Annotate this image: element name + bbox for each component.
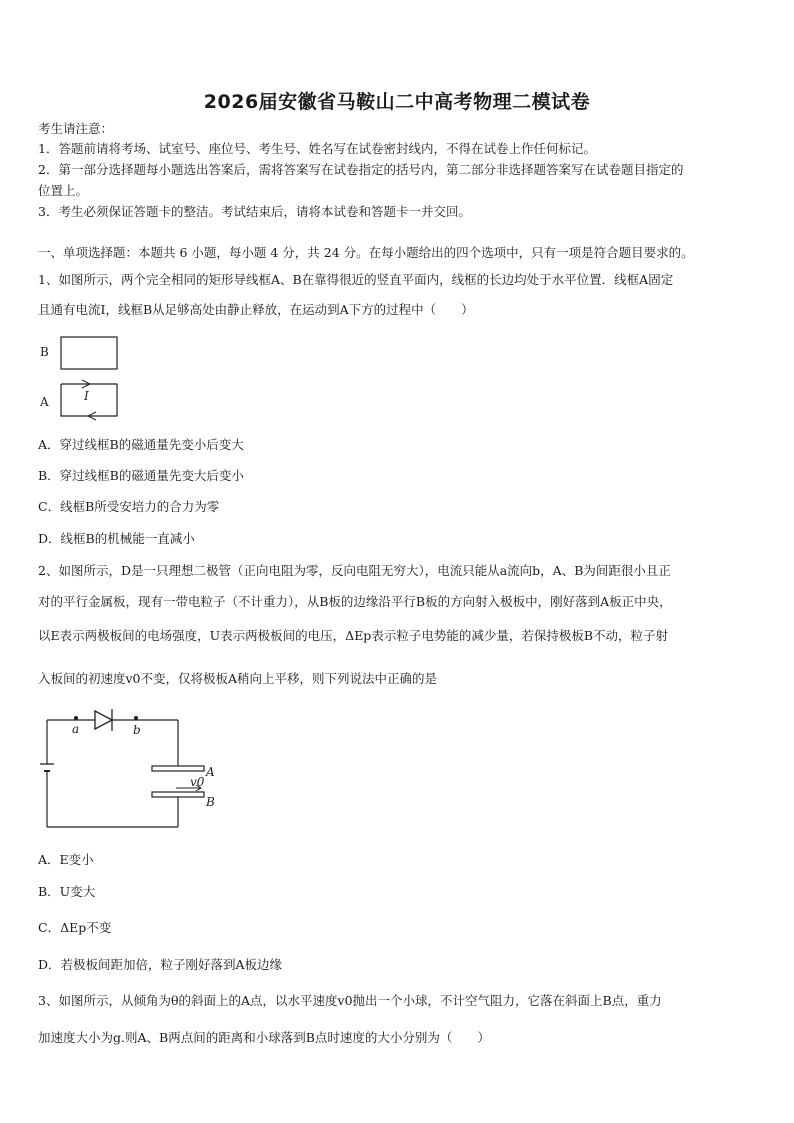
frame-a-rect bbox=[61, 384, 117, 416]
q2-stem-line: 入板间的初速度v0不变，仅将极板A稍向上平移，则下列说法中正确的是 bbox=[38, 671, 438, 686]
plate-b bbox=[152, 792, 204, 797]
plate-a-label: A bbox=[206, 765, 215, 779]
q1-label-b: B bbox=[40, 345, 49, 359]
q1-current-label: I bbox=[84, 389, 89, 403]
notice-item: 3．考生必须保证答题卡的整洁。考试结束后，请将本试卷和答题卡一并交回。 bbox=[38, 204, 471, 219]
q2-circuit-figure bbox=[40, 702, 225, 832]
notice-item: 1．答题前请将考场、试室号、座位号、考生号、姓名写在试卷密封线内，不得在试卷上作任何标记。 bbox=[38, 141, 596, 156]
q2-option-c: C．ΔEp不变 bbox=[38, 920, 112, 935]
q3-stem-line: 加速度大小为g.则A、B两点间的距离和小球落到B点时速度的大小分别为（ ） bbox=[38, 1030, 490, 1045]
node-b-dot bbox=[134, 716, 138, 720]
q2-option-d: D．若极板间距加倍，粒子刚好落到A板边缘 bbox=[38, 957, 283, 972]
velocity-label: v0 bbox=[190, 775, 205, 789]
notice-item: 2．第一部分选择题每小题选出答案后，需将答案写在试卷指定的括号内，第二部分非选择题答案写在试卷题目指定的 bbox=[38, 162, 684, 177]
q1-option-c: C．线框B所受安培力的合力为零 bbox=[38, 499, 220, 514]
q3-stem-line: 3、如图所示，从倾角为θ的斜面上的A点，以水平速度v0抛出一个小球，不计空气阻力，它落在斜面上B点，重力 bbox=[38, 993, 662, 1008]
q1-label-a: A bbox=[40, 395, 49, 409]
q1-option-d: D．线框B的机械能一直减小 bbox=[38, 531, 195, 546]
q1-figure bbox=[36, 332, 126, 422]
frame-b-rect bbox=[61, 337, 117, 369]
q1-option-a: A．穿过线框B的磁通量先变小后变大 bbox=[38, 437, 244, 452]
q2-stem-line: 2、如图所示，D是一只理想二极管（正向电阻为零，反向电阻无穷大），电流只能从a流向b，A、B为间距很小且正 bbox=[38, 563, 671, 578]
q1-stem-line: 1、如图所示，两个完全相同的矩形导线框A、B在靠得很近的竖直平面内，线框的长边均处于水平位置．线框A固定 bbox=[38, 272, 674, 287]
diode-icon bbox=[95, 711, 112, 729]
q2-option-a: A．E变小 bbox=[38, 852, 94, 867]
plate-a bbox=[152, 766, 204, 771]
q2-option-b: B．U变大 bbox=[38, 884, 96, 899]
q2-stem-line: 对的平行金属板，现有一带电粒子（不计重力），从B板的边缘沿平行B板的方向射入极板中，刚好落到A板正中央， bbox=[38, 594, 672, 609]
q1-stem-line: 且通有电流I，线框B从足够高处由静止释放，在运动到A下方的过程中（ ） bbox=[38, 302, 474, 317]
q1-option-b: B．穿过线框B的磁通量先变大后变小 bbox=[38, 468, 244, 483]
node-a-dot bbox=[74, 716, 78, 720]
node-b-label: b bbox=[133, 723, 141, 737]
page-title: 2026届安徽省马鞍山二中高考物理二模试卷 bbox=[203, 91, 591, 113]
section-heading: 一、单项选择题：本题共 6 小题，每小题 4 分，共 24 分。在每小题给出的四个选项中，只有一项是符合题目要求的。 bbox=[38, 245, 694, 260]
notice-heading: 考生请注意： bbox=[38, 121, 114, 136]
node-a-label: a bbox=[72, 722, 80, 736]
notice-item: 位置上。 bbox=[38, 183, 89, 198]
plate-b-label: B bbox=[206, 795, 215, 809]
q2-stem-line: 以E表示两极板间的电场强度，U表示两极板间的电压，ΔEp表示粒子电势能的减少量，若保持极板B不动，粒子射 bbox=[38, 628, 669, 643]
